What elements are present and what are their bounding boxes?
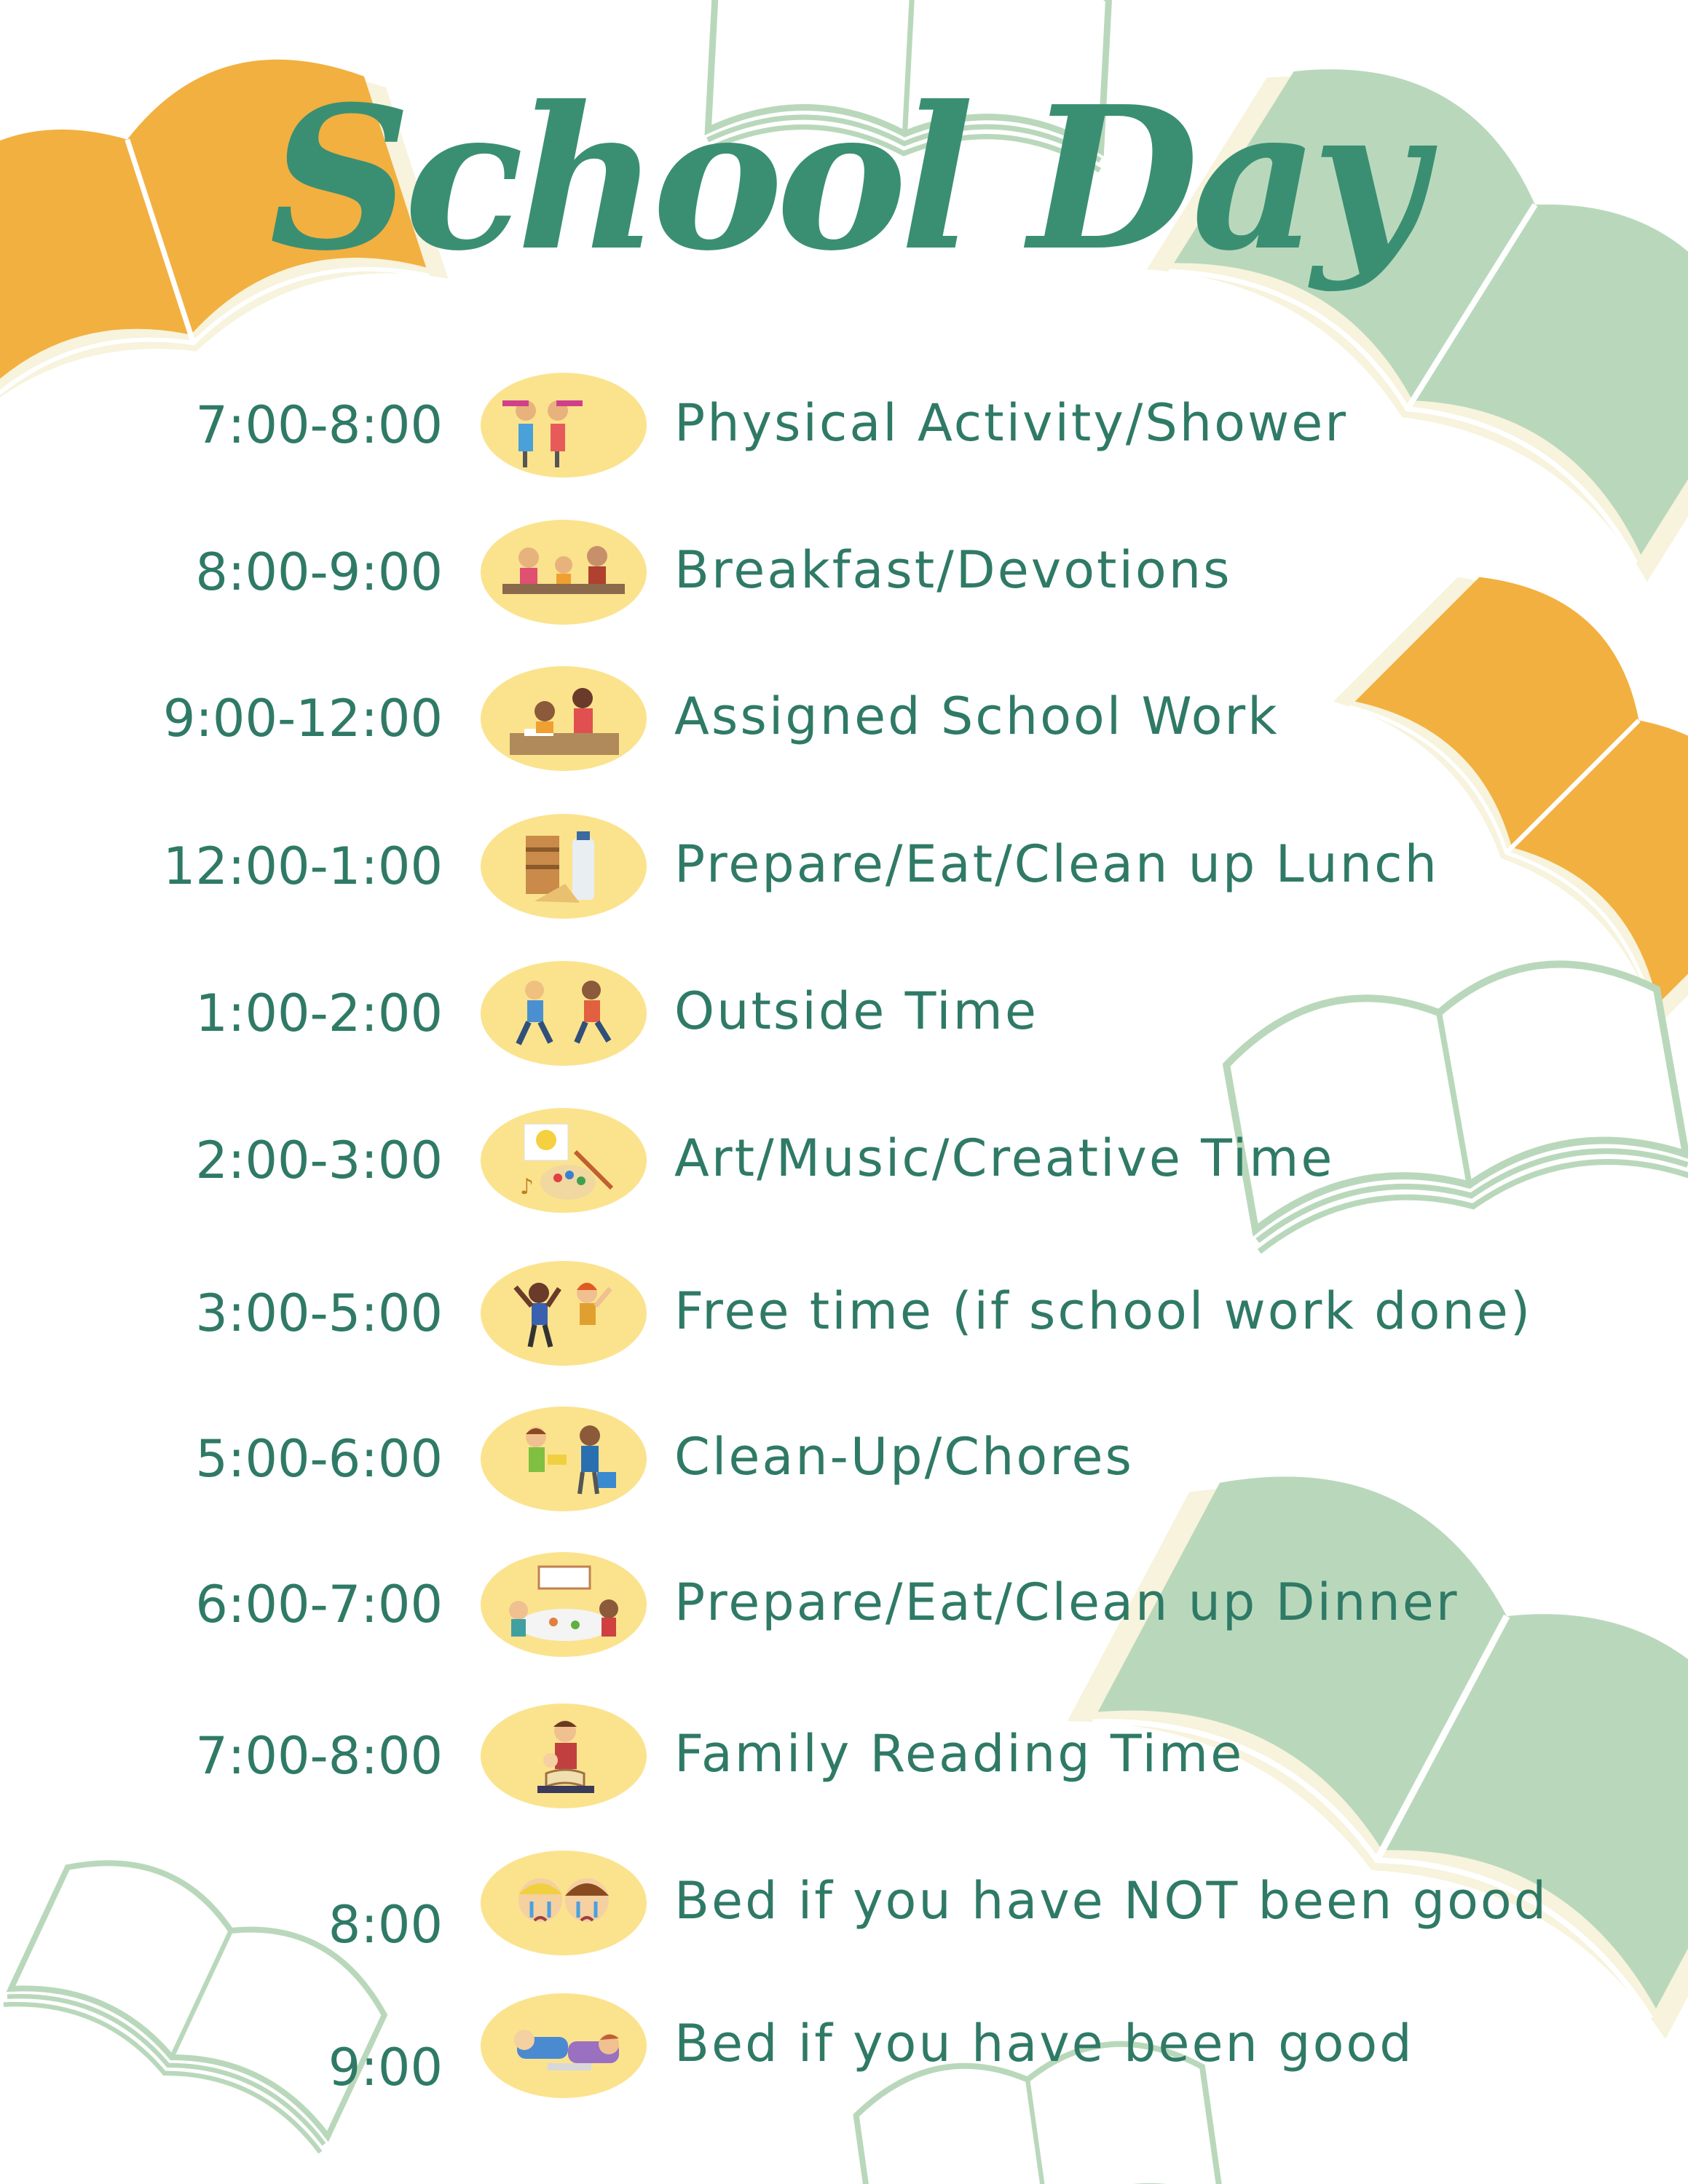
kids-jumping-icon (481, 1261, 647, 1366)
activity-label: Breakfast/Devotions (674, 540, 1232, 600)
activity-label: Bed if you have NOT been good (674, 1871, 1549, 1931)
schedule-row (0, 1546, 1688, 1663)
time-slot: 9:00 (328, 2038, 443, 2097)
time-slot: 3:00-5:00 (195, 1283, 443, 1343)
time-slot: 8:00-9:00 (195, 542, 443, 602)
time-slot: 12:00-1:00 (162, 836, 443, 896)
time-slot: 5:00-6:00 (195, 1429, 443, 1489)
time-slot: 7:00-8:00 (195, 395, 443, 455)
schedule-row (0, 1845, 1688, 1961)
schedule-row (0, 1698, 1688, 1814)
schedule-row (0, 1987, 1688, 2104)
schedule-row (0, 808, 1688, 925)
family-dinner-icon (481, 1552, 647, 1657)
activity-label: Clean-Up/Chores (674, 1427, 1135, 1487)
time-slot: 9:00-12:00 (162, 689, 443, 748)
schedule-row (0, 955, 1688, 1072)
activity-label: Assigned School Work (674, 687, 1279, 746)
schedule-row (0, 660, 1688, 777)
time-slot: 2:00-3:00 (195, 1131, 443, 1190)
activity-label: Prepare/Eat/Clean up Dinner (674, 1572, 1459, 1632)
svg-text:♪: ♪ (520, 1174, 535, 1200)
activity-label: Bed if you have been good (674, 2014, 1414, 2073)
activity-label: Physical Activity/Shower (674, 393, 1349, 453)
sleeping-kids-icon (481, 1993, 647, 2098)
schedule-row (0, 1255, 1688, 1372)
time-slot: 7:00-8:00 (195, 1726, 443, 1786)
art-palette-icon (481, 1108, 647, 1213)
activity-label: Free time (if school work done) (674, 1281, 1533, 1341)
page-title: School Day (269, 63, 1419, 294)
schedule-row (0, 514, 1688, 630)
activity-label: Outside Time (674, 981, 1038, 1041)
cleaning-kids-icon (481, 1406, 647, 1511)
time-slot: 8:00 (328, 1895, 443, 1955)
time-slot: 1:00-2:00 (195, 984, 443, 1043)
family-breakfast-icon (481, 520, 647, 625)
time-slot: 6:00-7:00 (195, 1575, 443, 1634)
reading-book-icon (481, 1704, 647, 1808)
exercise-kids-icon (481, 373, 647, 478)
activity-label: Family Reading Time (674, 1724, 1245, 1784)
schedule-row (0, 367, 1688, 483)
activity-label: Art/Music/Creative Time (674, 1128, 1335, 1188)
crying-kids-icon (481, 1851, 647, 1955)
activity-label: Prepare/Eat/Clean up Lunch (674, 834, 1439, 894)
schedule-row (0, 1102, 1688, 1219)
kids-running-icon (481, 961, 647, 1066)
homework-icon (481, 666, 647, 771)
lunch-icon (481, 814, 647, 919)
schedule-row (0, 1401, 1688, 1517)
